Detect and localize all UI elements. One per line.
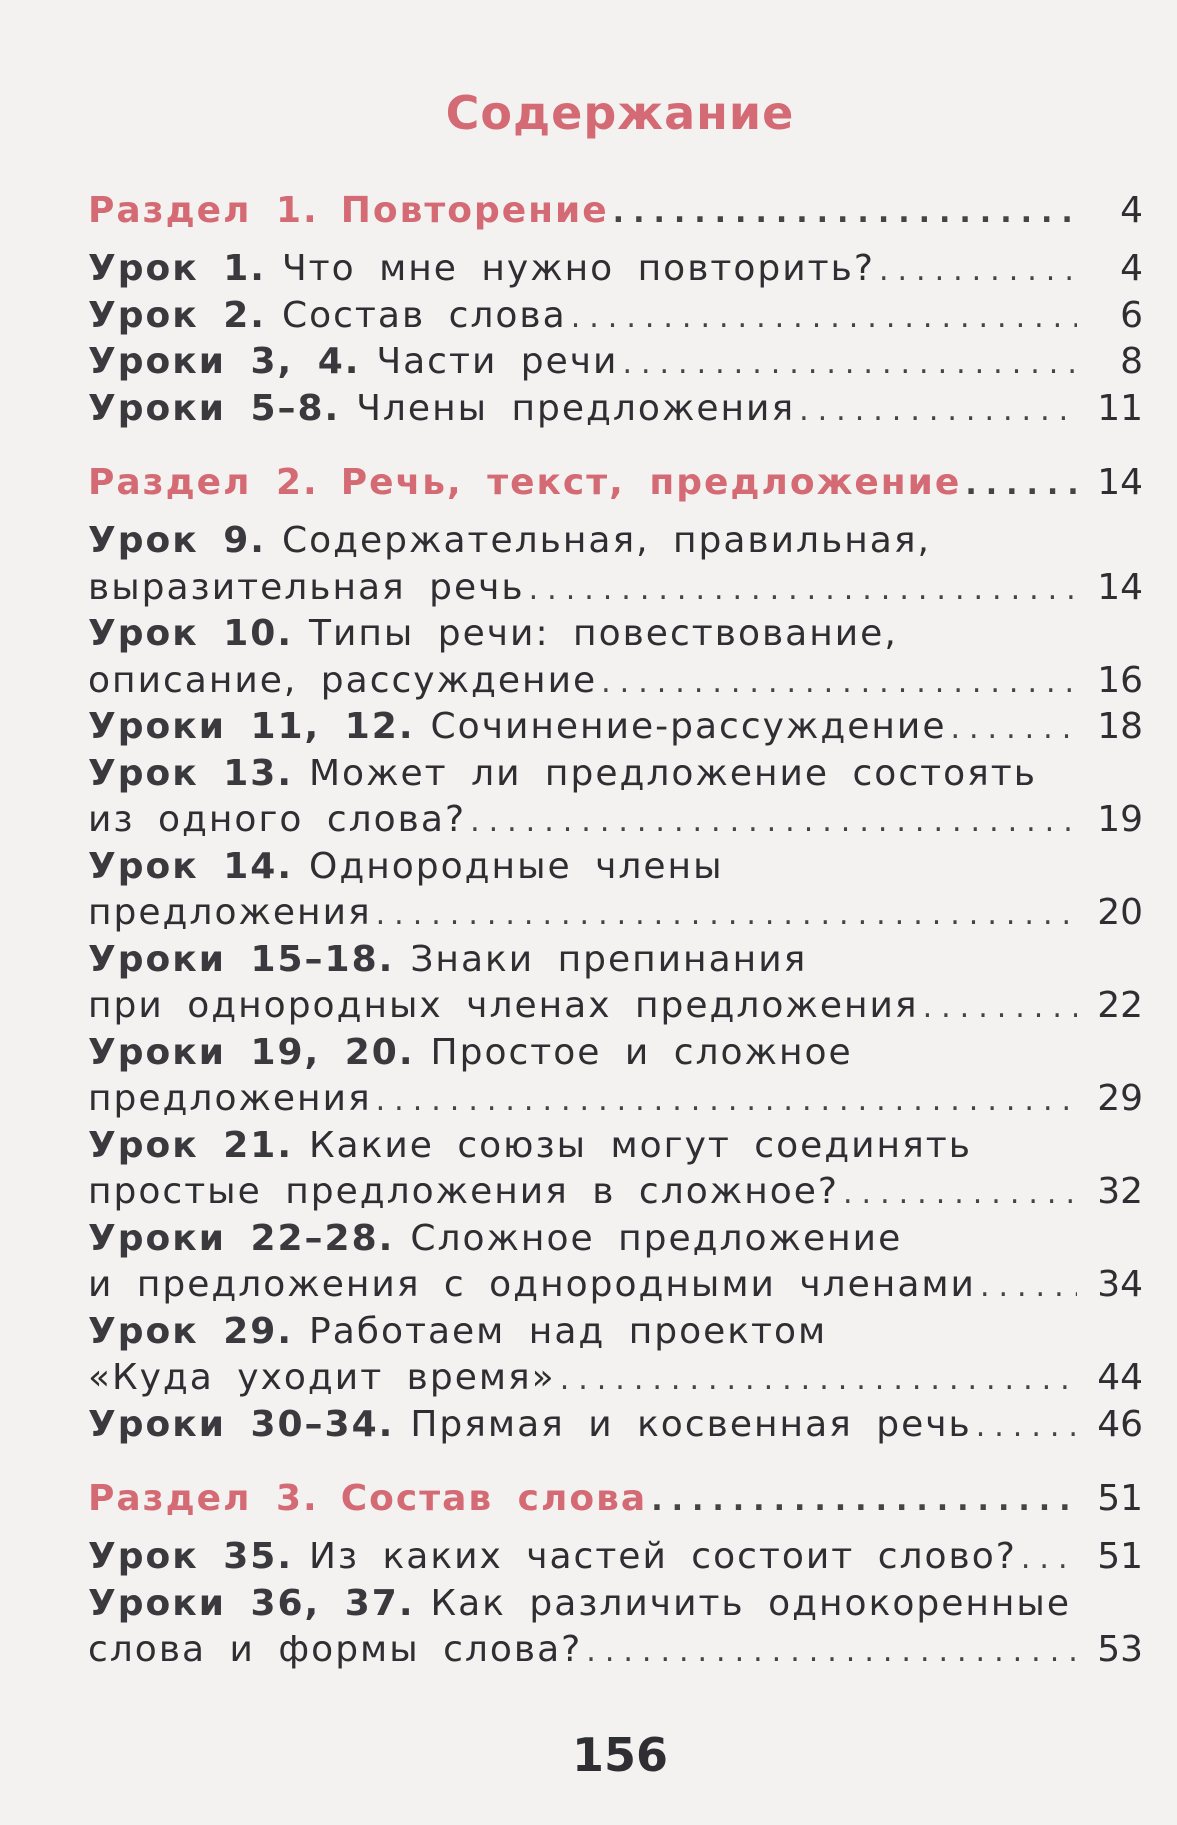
lesson-label: Уроки 22–28. (88, 1217, 395, 1259)
lesson-label: Уроки 30–34. (88, 1403, 395, 1445)
toc-entry-line (88, 1123, 1143, 1170)
leader-dots (1021, 1536, 1077, 1583)
toc-entry-line (88, 1030, 1143, 1077)
toc-page-number: 46 (1097, 1403, 1143, 1445)
toc-entry-line (88, 1402, 1143, 1449)
leader-dots (980, 1264, 1077, 1311)
lesson-title: Части речи (376, 341, 619, 382)
toc-section-heading[interactable] (88, 1474, 1143, 1524)
toc-lesson-entry[interactable] (88, 1030, 1143, 1123)
lesson-title: Типы речи: повествование, (309, 613, 898, 654)
leader-dots (976, 1404, 1077, 1451)
toc-lesson-entry[interactable] (88, 518, 1143, 611)
toc-entry-line (88, 1169, 1143, 1216)
section-number: Раздел 1. (88, 190, 319, 231)
toc-lesson-entry[interactable] (88, 1534, 1143, 1581)
toc-entry-line (88, 611, 1143, 658)
toc-entry-line (88, 983, 1143, 1030)
toc-lesson-entry[interactable] (88, 704, 1143, 751)
leader-dots (613, 188, 1077, 238)
lesson-title: Из каких частей состоит слово? (309, 1536, 1017, 1577)
lesson-title-continued: из одного слова? (88, 799, 467, 840)
toc-page-number: 11 (1097, 387, 1143, 429)
toc-page-number: 16 (1097, 659, 1143, 701)
leader-dots (560, 1357, 1077, 1404)
toc-entry-line (88, 1355, 1143, 1402)
toc-entry-line (88, 386, 1143, 433)
toc-page-number: 53 (1097, 1629, 1143, 1670)
lesson-title-continued: простые предложения в сложное? (88, 1171, 840, 1212)
leader-dots (601, 660, 1077, 707)
lesson-title-continued: предложения (88, 892, 372, 933)
section-title: Состав слова (340, 1478, 648, 1519)
toc-page-number: 51 (1097, 1536, 1143, 1577)
toc-entry-line (88, 658, 1143, 705)
toc-page-number: 34 (1097, 1264, 1143, 1305)
lesson-title: Работаем над проектом (309, 1310, 828, 1352)
toc-lesson-entry[interactable] (88, 1309, 1143, 1402)
lesson-title: Знаки препинания (410, 938, 808, 980)
lesson-label: Уроки 5–8. (88, 387, 341, 429)
lesson-title: Однородные члены (309, 845, 724, 887)
toc-page-number: 18 (1097, 706, 1143, 747)
lesson-title: Что мне нужно повторить? (281, 248, 875, 289)
toc-entry-line (88, 937, 1143, 984)
toc-page-number: 51 (1097, 1478, 1143, 1519)
lesson-title: Состав слова (281, 294, 567, 336)
section-title: Речь, текст, предложение (340, 462, 962, 503)
toc-entry-line (88, 1534, 1143, 1581)
lesson-title: Содержательная, правильная, (281, 520, 931, 561)
toc-lesson-entry[interactable] (88, 246, 1143, 293)
toc-page-number: 32 (1097, 1171, 1143, 1212)
lesson-label: Урок 10. (88, 613, 293, 654)
lesson-label: Урок 9. (88, 520, 266, 561)
lesson-label: Уроки 3, 4. (88, 341, 361, 382)
toc-page-number: 20 (1097, 892, 1143, 933)
toc-entry-line (88, 565, 1143, 612)
lesson-label: Урок 29. (88, 1310, 293, 1352)
toc-page-number: 29 (1097, 1078, 1143, 1119)
lesson-label: Урок 35. (88, 1536, 293, 1577)
toc-lesson-entry[interactable] (88, 751, 1143, 844)
lesson-title-continued: «Куда уходит время» (88, 1357, 556, 1398)
page-number: 156 (571, 1728, 669, 1782)
toc-entry-line (88, 844, 1143, 891)
section-spacer (88, 432, 1143, 458)
lesson-title-continued: выразительная речь (88, 566, 525, 608)
section-spacer (88, 1448, 1143, 1474)
toc-entry-line (88, 1262, 1143, 1309)
lesson-title: Прямая и косвенная речь (410, 1403, 972, 1445)
lesson-title-continued: предложения (88, 1078, 372, 1119)
toc-entry-line (88, 1076, 1143, 1123)
toc-entry-line (88, 797, 1143, 844)
toc-page-number: 44 (1097, 1357, 1143, 1398)
toc-entry-line (88, 751, 1143, 798)
toc-page-number: 22 (1097, 985, 1143, 1026)
leader-dots (879, 248, 1077, 295)
leader-dots (571, 295, 1077, 342)
section-title: Повторение (340, 190, 609, 231)
lesson-title: Может ли предложение состоять (309, 752, 1037, 794)
lesson-label: Уроки 36, 37. (88, 1582, 415, 1624)
lesson-title-continued: слова и формы слова? (88, 1629, 583, 1670)
toc-lesson-entry[interactable] (88, 1123, 1143, 1216)
lesson-title: Простое и сложное (430, 1031, 853, 1073)
toc-page-number: 8 (1120, 341, 1143, 382)
leader-dots (965, 460, 1077, 510)
leader-dots (376, 892, 1077, 939)
toc-entry-line (88, 339, 1143, 386)
lesson-title: Члены предложения (356, 387, 796, 429)
lesson-label: Уроки 11, 12. (88, 706, 415, 747)
leader-dots (651, 1476, 1077, 1526)
toc-lesson-entry[interactable] (88, 937, 1143, 1030)
lesson-title: Сочинение-рассуждение (430, 706, 947, 747)
section-number: Раздел 2. (88, 462, 319, 503)
toc-page-number: 4 (1120, 190, 1143, 231)
lesson-title: Сложное предложение (410, 1217, 903, 1259)
toc-entry-line (88, 1309, 1143, 1356)
toc-entry-line (88, 518, 1143, 565)
lesson-label: Урок 14. (88, 845, 293, 887)
lesson-title: Как различить однокоренные (430, 1582, 1071, 1624)
leader-dots (843, 1171, 1077, 1218)
section-number: Раздел 3. (88, 1478, 319, 1519)
leader-dots (799, 388, 1077, 435)
toc-lesson-entry[interactable] (88, 611, 1143, 704)
lesson-label: Урок 1. (88, 248, 266, 289)
lesson-label: Урок 21. (88, 1124, 293, 1166)
toc-lesson-entry[interactable] (88, 293, 1143, 340)
toc-page-number: 4 (1120, 248, 1143, 289)
lesson-label: Уроки 15–18. (88, 938, 395, 980)
lesson-title-continued: и предложения с однородными членами (88, 1264, 976, 1305)
lesson-label: Урок 13. (88, 752, 293, 794)
toc-section-heading[interactable] (88, 186, 1143, 236)
toc-lesson-entry[interactable] (88, 339, 1143, 386)
lesson-title-continued: описание, рассуждение (88, 659, 598, 701)
leader-dots (376, 1078, 1077, 1125)
lesson-label: Урок 2. (88, 294, 266, 336)
lesson-title-continued: при однородных членах предложения (88, 985, 919, 1026)
leader-dots (622, 341, 1077, 388)
lesson-title: Какие союзы могут соединять (309, 1124, 972, 1166)
leader-dots (529, 567, 1077, 614)
toc-page-number: 14 (1097, 462, 1143, 503)
leader-dots (923, 985, 1077, 1032)
toc-lesson-entry[interactable] (88, 844, 1143, 937)
toc-entry-line (88, 890, 1143, 937)
toc-entry-line (88, 1581, 1143, 1628)
toc-entry-line (88, 1216, 1143, 1263)
leader-dots (950, 706, 1077, 753)
toc-lesson-entry[interactable] (88, 386, 1143, 433)
leader-dots (586, 1629, 1077, 1676)
toc-entry-line (88, 704, 1143, 751)
page-title: Содержание (445, 86, 795, 140)
toc-lesson-entry[interactable] (88, 1216, 1143, 1309)
toc-lesson-entry[interactable] (88, 1581, 1143, 1674)
toc-entry-line (88, 293, 1143, 340)
toc-page-number: 6 (1120, 294, 1143, 336)
toc-entry-line (88, 1627, 1143, 1674)
toc-section-heading[interactable] (88, 458, 1143, 508)
toc-page-number: 19 (1097, 799, 1143, 840)
lesson-label: Уроки 19, 20. (88, 1031, 415, 1073)
toc-entry-line (88, 246, 1143, 293)
leader-dots (470, 799, 1077, 846)
toc-lesson-entry[interactable] (88, 1402, 1143, 1449)
table-of-contents (88, 186, 1143, 1674)
toc-page-number: 14 (1097, 566, 1143, 608)
